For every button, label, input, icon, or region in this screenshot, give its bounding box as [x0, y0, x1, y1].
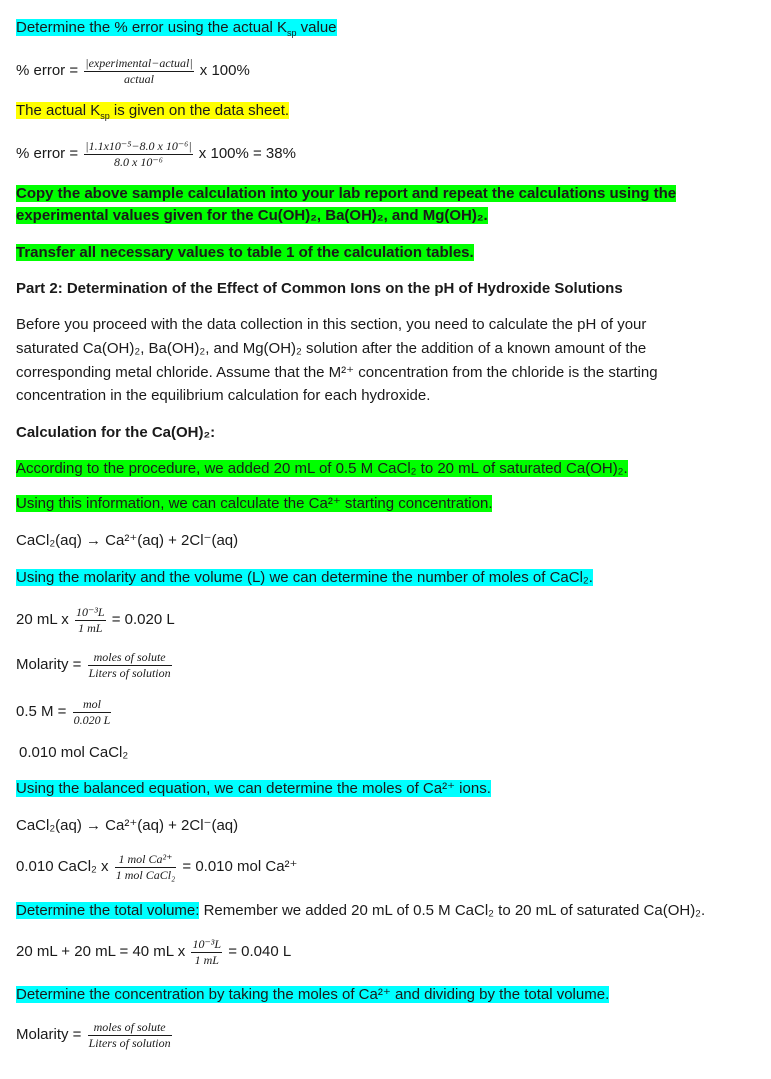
fraction: $\frac{\text{|experimental−actual|}}{\text{actual}}$ [85, 55, 193, 86]
balanced-equation-note: Using the balanced equation, we can determine the moles of Ca²⁺ ions. [16, 780, 491, 797]
fraction: $\frac{\text{1 mol Ca²⁺}}{\text{1 mol CaCl₂}}$ [115, 851, 176, 882]
instruction-copy-line1: Copy the above sample calculation into your lab report and repeat the calculations using the [16, 185, 677, 202]
intro-paragraph-line4: concentration in the equilibrium calculation for each hydroxide. [16, 387, 431, 404]
percent-error-example: % error = $\frac{\text{|1.1x10⁻⁵−8.0 x 10⁻⁶|}}{\text{8.0 x 10⁻⁶}}$ x 100% = 38% [16, 138, 296, 169]
moles-note: Using the molarity and the volume (L) we can determine the number of moles of CaCl₂. [16, 569, 593, 586]
intro-paragraph-line1: Before you proceed with the data collection in this section, you need to calculate the pH of your [16, 316, 647, 333]
fraction: $\frac{\text{|1.1x10⁻⁵−8.0 x 10⁻⁶|}}{\text{8.0 x 10⁻⁶}}$ [85, 138, 192, 169]
intro-paragraph-line2: saturated Ca(OH)₂, Ba(OH)₂, and Mg(OH)₂ solution after the addition of a known amount of the [16, 340, 647, 357]
procedure-note: According to the procedure, we added 20 mL of 0.5 M CaCl₂ to 20 mL of saturated Ca(OH)₂. [16, 460, 628, 477]
part2-heading: Part 2: Determination of the Effect of Common Ions on the pH of Hydroxide Solutions [16, 280, 623, 297]
starting-concentration-note: Using this information, we can calculate the Ca²⁺ starting concentration. [16, 495, 493, 512]
dissociation-equation-2: CaCl₂(aq) → Ca²⁺(aq) + 2Cl⁻(aq) [16, 817, 239, 834]
calc-heading: Calculation for the Ca(OH)₂: [16, 424, 216, 441]
instruction-transfer: Transfer all necessary values to table 1 of the calculation tables. [16, 244, 474, 261]
moles-result: 0.010 mol CaCl₂ [19, 744, 129, 761]
instruction-copy-line2: experimental values given for the Cu(OH)₂, Ba(OH)₂, and Mg(OH)₂. [16, 207, 488, 224]
molarity-substitution: 0.5 M = $\frac{\text{mol}}{0.020 L}$ [16, 696, 111, 727]
molarity-formula: Molarity = $\frac{\text{moles of solute}}{\text{Liters of solution}}$ [16, 649, 171, 680]
intro-paragraph-line3: corresponding metal chloride. Assume that the M²⁺ concentration from the chloride is the starting [16, 364, 658, 381]
dissociation-equation: CaCl₂(aq) → Ca²⁺(aq) + 2Cl⁻(aq) [16, 532, 239, 549]
fraction: $\frac{\text{moles of solute}}{\text{Liters of solution}}$ [88, 649, 171, 680]
heading-percent-error: Determine the % error using the actual $K_{sp}$ value [16, 19, 337, 38]
concentration-note: Determine the concentration by taking the moles of Ca²⁺ and dividing by the total volume. [16, 986, 610, 1003]
molarity-formula-2: Molarity = $\frac{\text{moles of solute}}{\text{Liters of solution}}$ [16, 1019, 171, 1050]
volume-conversion: 20 mL x $\frac{\text{10⁻³L}}{1 mL}$ = 0.020 L [16, 604, 175, 635]
mole-ratio-calc: 0.010 CaCl₂ x $\frac{\text{1 mol Ca²⁺}}{\text{1 mol CaCl₂}}$ = 0.010 mol Ca²⁺ [16, 851, 298, 882]
total-volume-calc: 20 mL + 20 mL = 40 mL x $\frac{\text{10⁻³L}}{1 mL}$ = 0.040 L [16, 936, 292, 967]
percent-error-formula: % error = $\frac{\text{|experimental−actual|}}{\text{actual}}$ x 100% [16, 55, 250, 86]
fraction: $\frac{\text{mol}}{0.020 L}$ [73, 696, 111, 727]
actual-ksp-note: The actual $K_{sp}$ is given on the data sheet. [16, 102, 290, 121]
total-volume-note: Determine the total volume: Remember we added 20 mL of 0.5 M CaCl₂ to 20 mL of saturated Ca(OH)₂. [16, 902, 706, 919]
fraction: $\frac{\text{moles of solute}}{\text{Liters of solution}}$ [88, 1019, 171, 1050]
fraction: $\frac{\text{10⁻³L}}{1 mL}$ [192, 936, 222, 967]
fraction: $\frac{\text{10⁻³L}}{1 mL}$ [75, 604, 105, 635]
